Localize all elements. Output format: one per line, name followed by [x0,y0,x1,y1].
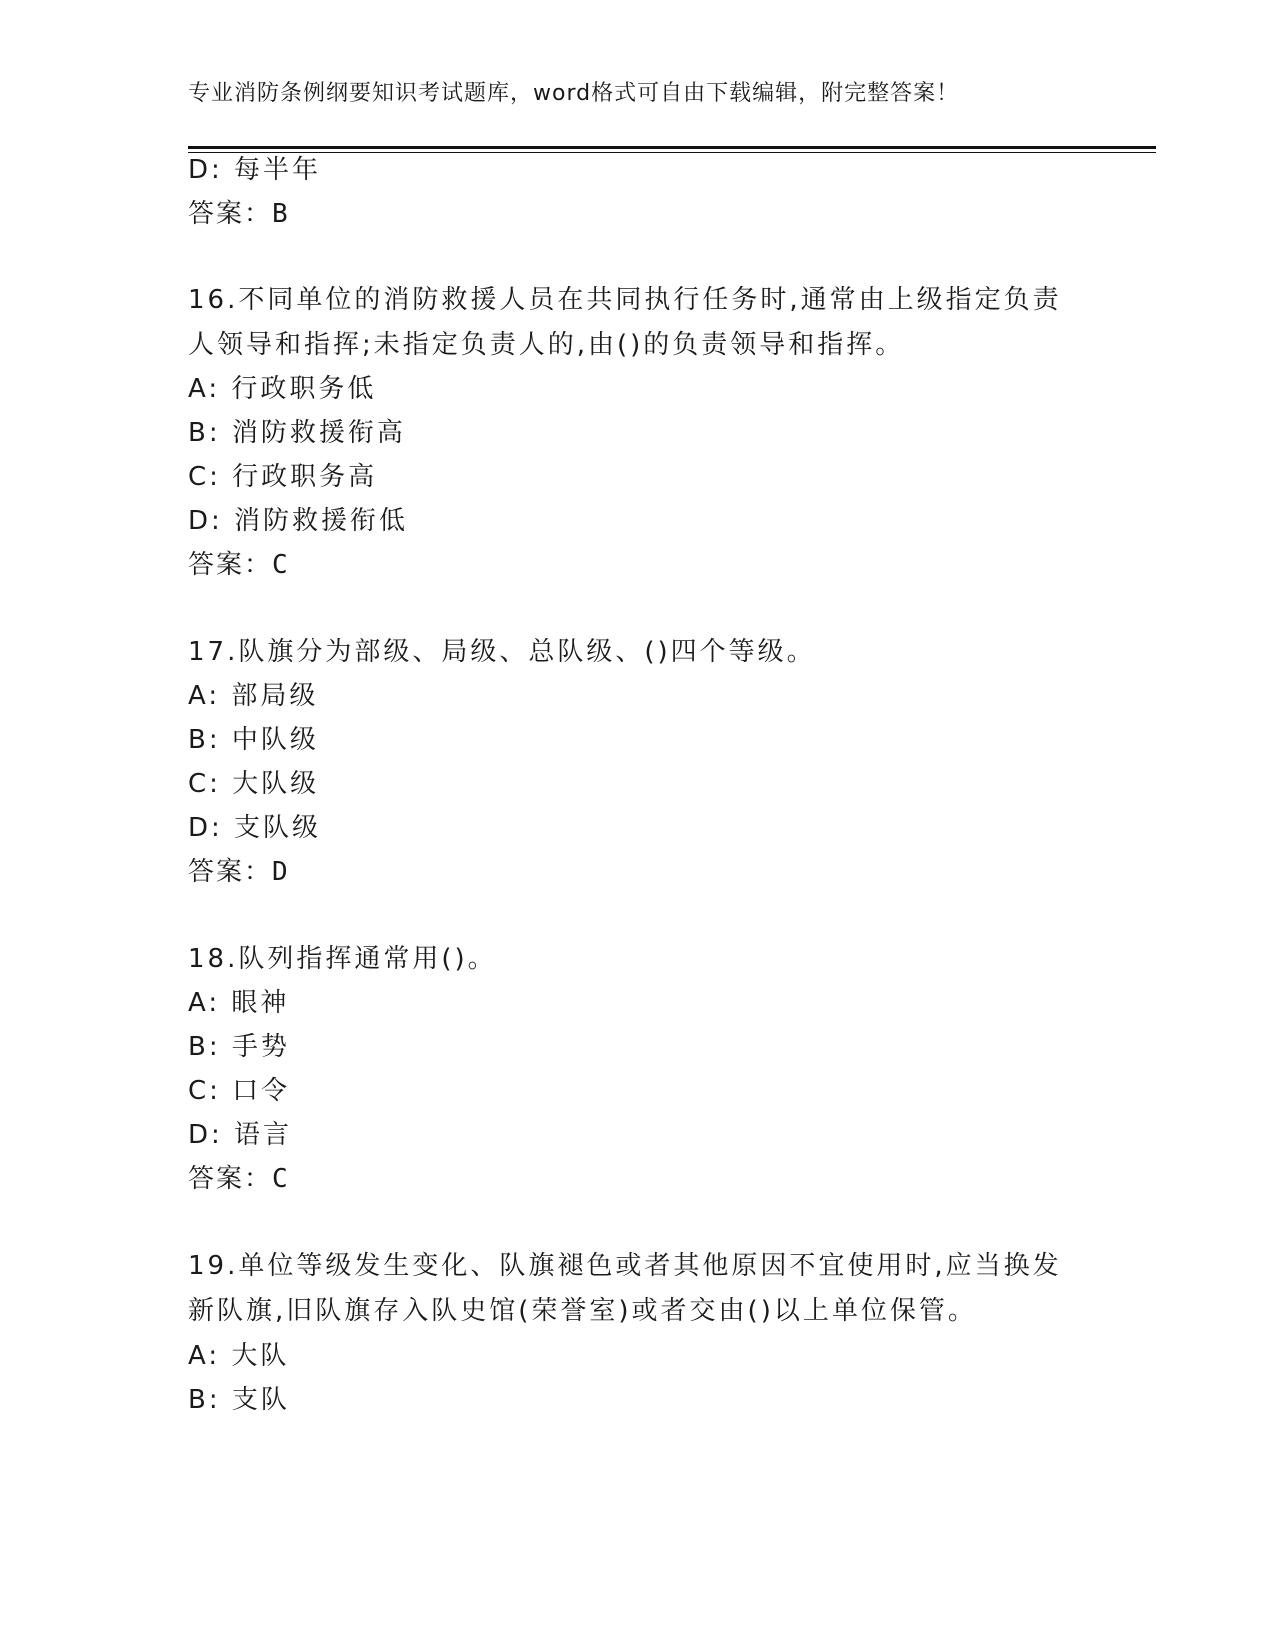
question-18-option-c: C: 口令 [188,1076,291,1106]
header-rule-thick [188,146,1156,149]
question-19-option-b: B: 支队 [188,1385,290,1415]
answer-value: B [272,199,290,229]
prev-answer [188,198,290,230]
question-17-option-c: C: 大队级 [188,769,320,799]
question-18-option-a: A: 眼神 [188,988,290,1018]
question-16-answer [188,549,290,581]
question-19-option-a: A: 大队 [188,1341,290,1371]
question-17-option-d: D: 支队级 [188,813,322,843]
answer-label: 答案： [188,1164,273,1194]
page-header: 专业消防条例纲要知识考试题库，word格式可自由下载编辑，附完整答案！ [188,81,960,106]
answer-value: C [272,550,290,580]
answer-label: 答案： [188,199,273,229]
question-17-answer [188,856,290,888]
prev-option-d: D: 每半年 [188,155,322,185]
question-18-option-d: D: 语言 [188,1120,293,1150]
question-19-stem-line-1: 19.单位等级发生变化、队旗褪色或者其他原因不宜使用时,应当换发 [188,1251,1062,1281]
question-16-option-c: C: 行政职务高 [188,462,378,492]
header-rule-thin [188,152,1156,153]
question-16-option-a: A: 行政职务低 [188,374,377,404]
question-18-answer [188,1163,290,1195]
question-16-option-d: D: 消防救援衔低 [188,506,409,536]
question-19-stem-line-2: 新队旗,旧队旗存入队史馆(荣誉室)或者交由()以上单位保管。 [188,1296,977,1326]
answer-label: 答案： [188,550,273,580]
question-18-stem-line-1: 18.队列指挥通常用()。 [188,944,497,974]
question-16-stem-line-1: 16.不同单位的消防救援人员在共同执行任务时,通常由上级指定负责 [188,285,1062,315]
answer-value: C [272,1164,290,1194]
question-18-option-b: B: 手势 [188,1032,290,1062]
answer-value: D [272,857,290,887]
question-16-option-b: B: 消防救援衔高 [188,418,406,448]
question-16-stem-line-2: 人领导和指挥;未指定负责人的,由()的负责领导和指挥。 [188,330,905,360]
question-17-stem-line-1: 17.队旗分为部级、局级、总队级、()四个等级。 [188,637,816,667]
question-17-option-a: A: 部局级 [188,681,319,711]
question-17-option-b: B: 中队级 [188,725,319,755]
answer-label: 答案： [188,857,273,887]
